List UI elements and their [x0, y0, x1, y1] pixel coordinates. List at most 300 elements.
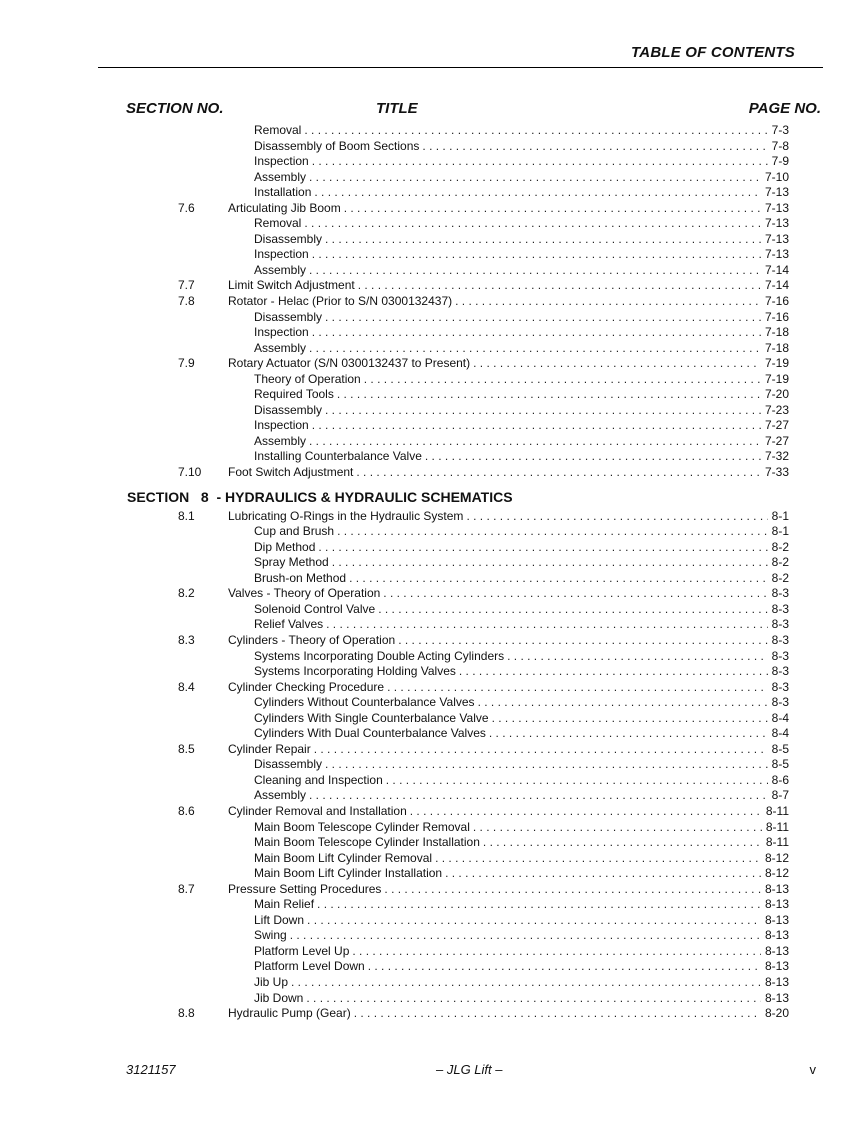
- toc-entry[interactable]: [0, 310, 866, 326]
- toc-entry[interactable]: [0, 170, 866, 186]
- toc-entry-page: 7-14: [764, 278, 789, 293]
- toc-entry-title: Rotary Actuator (S/N 0300132437 to Present): [228, 356, 473, 372]
- toc-entry-page: 7-19: [764, 371, 789, 386]
- toc-entry-title: Disassembly of Boom Sections: [254, 139, 422, 155]
- toc-entry-line: [254, 788, 768, 804]
- toc-entry-page: 8-13: [764, 959, 789, 974]
- toc-entry[interactable]: [0, 449, 866, 465]
- toc-entry-line: [228, 356, 761, 372]
- toc-entry-line: [254, 726, 768, 742]
- dot-leader: [368, 959, 761, 975]
- toc-entry-line: [228, 294, 761, 310]
- toc-entry[interactable]: [0, 540, 866, 556]
- dot-leader: [384, 882, 761, 898]
- toc-entry-page: 7-19: [764, 356, 789, 371]
- toc-entry-number: 8.4: [178, 679, 195, 694]
- dot-leader: [304, 216, 761, 232]
- toc-entry-line: [254, 959, 761, 975]
- toc-entry-line: [254, 913, 761, 929]
- toc-entry-title: Relief Valves: [254, 617, 326, 633]
- dot-leader: [325, 757, 768, 773]
- toc-entry-title: Limit Switch Adjustment: [228, 278, 358, 294]
- toc-entry-page: 8-1: [771, 508, 789, 523]
- toc-entry-title: Jib Down: [254, 991, 306, 1007]
- toc-entry-title: Cylinder Removal and Installation: [228, 804, 410, 820]
- toc-entry-page: 7-13: [764, 216, 789, 231]
- toc-entry-line: [254, 123, 768, 139]
- toc-entry-page: 7-23: [764, 402, 789, 417]
- toc-entry-page: 8-3: [771, 601, 789, 616]
- toc-entry-title: Main Boom Telescope Cylinder Installation: [254, 835, 483, 851]
- toc-entry-title: Swing: [254, 928, 290, 944]
- toc-entry-line: [254, 851, 761, 867]
- toc-entry-title: Cylinder Checking Procedure: [228, 680, 387, 696]
- dot-leader: [445, 866, 761, 882]
- dot-leader: [435, 851, 761, 867]
- toc-entry-page: 7-16: [764, 309, 789, 324]
- toc-entry-title: Systems Incorporating Holding Valves: [254, 664, 459, 680]
- toc-entry-page: 8-20: [764, 1006, 789, 1021]
- toc-entry-line: [254, 403, 761, 419]
- toc-entry-page: 8-13: [764, 912, 789, 927]
- toc-entry-title: Assembly: [254, 788, 309, 804]
- toc-entry[interactable]: [0, 820, 866, 836]
- dot-leader: [473, 356, 761, 372]
- dot-leader: [312, 247, 761, 263]
- toc-entry[interactable]: [0, 742, 866, 758]
- toc-entry-page: 8-1: [771, 524, 789, 539]
- toc-entry-line: [254, 540, 768, 556]
- toc-entry-title: Removal: [254, 123, 304, 139]
- toc-entry-page: 7-9: [771, 154, 789, 169]
- toc-entry-line: [254, 170, 761, 186]
- toc-entry-page: 8-11: [765, 803, 789, 818]
- toc-entry-title: Platform Level Up: [254, 944, 352, 960]
- toc-entry-line: [228, 586, 768, 602]
- footer-doc-number: 3121157: [126, 1062, 176, 1077]
- toc-entry-line: [254, 341, 761, 357]
- toc-entry[interactable]: [0, 372, 866, 388]
- toc-entry-line: [254, 310, 761, 326]
- toc-entry-title: Assembly: [254, 170, 309, 186]
- toc-entry[interactable]: [0, 664, 866, 680]
- toc-entry-page: 8-13: [764, 928, 789, 943]
- toc-entry-line: [254, 154, 768, 170]
- toc-entry-page: 8-13: [764, 990, 789, 1005]
- toc-entry[interactable]: [0, 434, 866, 450]
- dot-leader: [309, 788, 768, 804]
- toc-entry-line: [228, 633, 768, 649]
- toc-entry[interactable]: [0, 201, 866, 217]
- toc-entry-page: 8-3: [771, 679, 789, 694]
- toc-entry-title: Platform Level Down: [254, 959, 368, 975]
- toc-entry-line: [254, 524, 768, 540]
- toc-entry-title: Theory of Operation: [254, 372, 364, 388]
- toc-entry-line: [254, 418, 761, 434]
- toc-entry-line: [254, 944, 761, 960]
- dot-leader: [307, 913, 761, 929]
- toc-entry-title: Main Boom Lift Cylinder Installation: [254, 866, 445, 882]
- dot-leader: [364, 372, 761, 388]
- toc-entry[interactable]: [0, 139, 866, 155]
- dot-leader: [492, 711, 768, 727]
- dot-leader: [398, 633, 768, 649]
- toc-entry-line: [228, 278, 761, 294]
- toc-entry-title: Disassembly: [254, 757, 325, 773]
- toc-entry-number: 7.6: [178, 200, 195, 215]
- toc-entry-title: Inspection: [254, 418, 312, 434]
- toc-entry-line: [254, 449, 761, 465]
- dot-leader: [291, 975, 761, 991]
- toc-entry[interactable]: [0, 788, 866, 804]
- dot-leader: [309, 434, 761, 450]
- toc-entry-line: [254, 649, 768, 665]
- toc-entry-title: Assembly: [254, 263, 309, 279]
- footer-page-number: v: [809, 1062, 816, 1077]
- toc-entry-page: 8-3: [771, 648, 789, 663]
- toc-entry-page: 8-11: [765, 819, 789, 834]
- toc-entry-page: 8-5: [771, 757, 789, 772]
- toc-entry-title: Dip Method: [254, 540, 318, 556]
- toc-entry-title: Inspection: [254, 154, 312, 170]
- toc-entry-title: Hydraulic Pump (Gear): [228, 1006, 354, 1022]
- dot-leader: [489, 726, 768, 742]
- toc-entry-page: 8-3: [771, 586, 789, 601]
- toc-entry-page: 8-11: [765, 835, 789, 850]
- toc-entry-line: [254, 434, 761, 450]
- dot-leader: [387, 680, 768, 696]
- toc-entry-line: [254, 897, 761, 913]
- toc-entry-number: 8.2: [178, 586, 195, 601]
- toc-entry-page: 7-13: [764, 200, 789, 215]
- toc-entry[interactable]: [0, 959, 866, 975]
- toc-entry[interactable]: [0, 341, 866, 357]
- toc-entry-page: 8-2: [771, 570, 789, 585]
- toc-entry-title: Foot Switch Adjustment: [228, 465, 356, 481]
- toc-entry-title: Valves - Theory of Operation: [228, 586, 383, 602]
- toc-entry-title: Disassembly: [254, 232, 325, 248]
- toc-entry-title: Assembly: [254, 434, 309, 450]
- toc-entry-number: 7.7: [178, 278, 195, 293]
- dot-leader: [383, 586, 768, 602]
- toc-entry[interactable]: [0, 387, 866, 403]
- column-header-section: SECTION NO.: [126, 100, 224, 117]
- toc-entry[interactable]: [0, 555, 866, 571]
- toc-entry-title: Jib Up: [254, 975, 291, 991]
- dot-leader: [337, 524, 768, 540]
- toc-entry[interactable]: [0, 403, 866, 419]
- toc-entry-page: 7-8: [771, 138, 789, 153]
- toc-entry[interactable]: [0, 633, 866, 649]
- toc-entry-number: 7.8: [178, 294, 195, 309]
- toc-entry[interactable]: [0, 944, 866, 960]
- footer-publisher: – JLG Lift –: [436, 1062, 503, 1077]
- toc-entry-line: [254, 928, 761, 944]
- toc-entry[interactable]: [0, 975, 866, 991]
- toc-entry-page: 8-3: [771, 632, 789, 647]
- toc-entry-line: [254, 372, 761, 388]
- dot-leader: [314, 742, 768, 758]
- toc-entry-line: [254, 820, 762, 836]
- toc-entry[interactable]: [0, 928, 866, 944]
- toc-entry-line: [228, 742, 768, 758]
- toc-entry-page: 8-2: [771, 539, 789, 554]
- toc-entry-page: 7-13: [764, 231, 789, 246]
- toc-entry-title: Cylinders With Dual Counterbalance Valves: [254, 726, 489, 742]
- toc-entry[interactable]: [0, 866, 866, 882]
- toc-entry-title: Installing Counterbalance Valve: [254, 449, 425, 465]
- toc-entry[interactable]: [0, 757, 866, 773]
- dot-leader: [349, 571, 768, 587]
- toc-entry-number: 8.6: [178, 803, 195, 818]
- toc-entry-number: 7.10: [178, 465, 202, 480]
- dot-leader: [507, 649, 768, 665]
- dot-leader: [459, 664, 768, 680]
- dot-leader: [314, 185, 761, 201]
- toc-entry-page: 7-20: [764, 387, 789, 402]
- toc-entry-line: [254, 975, 761, 991]
- toc-entry-line: [254, 216, 761, 232]
- toc-entry-page: 7-27: [764, 433, 789, 448]
- toc-entry-line: [254, 617, 768, 633]
- toc-entry-title: Lubricating O-Rings in the Hydraulic System: [228, 509, 466, 525]
- toc-entry-line: [254, 387, 761, 403]
- toc-entry-title: Required Tools: [254, 387, 337, 403]
- toc-entry-line: [254, 555, 768, 571]
- toc-entry[interactable]: [0, 695, 866, 711]
- toc-entry-title: Brush-on Method: [254, 571, 349, 587]
- toc-entry-line: [254, 664, 768, 680]
- toc-entry[interactable]: [0, 247, 866, 263]
- toc-entry-line: [254, 602, 768, 618]
- toc-entry-title: Articulating Jib Boom: [228, 201, 344, 217]
- toc-entry-page: 8-3: [771, 695, 789, 710]
- toc-entry[interactable]: [0, 232, 866, 248]
- toc-entry-page: 8-13: [764, 943, 789, 958]
- toc-entry-title: Disassembly: [254, 403, 325, 419]
- dot-leader: [354, 1006, 761, 1022]
- toc-entry[interactable]: [0, 325, 866, 341]
- toc-entry-page: 8-13: [764, 974, 789, 989]
- dot-leader: [356, 465, 761, 481]
- toc-entry-line: [254, 232, 761, 248]
- toc-entry-line: [228, 680, 768, 696]
- toc-entry[interactable]: [0, 882, 866, 898]
- toc-entry-page: 8-4: [771, 726, 789, 741]
- toc-entry[interactable]: [0, 263, 866, 279]
- toc-entry-title: Inspection: [254, 325, 312, 341]
- toc-entry-page: 7-16: [764, 294, 789, 309]
- toc-entry-title: Assembly: [254, 341, 309, 357]
- toc-entry-title: Cylinder Repair: [228, 742, 314, 758]
- dot-leader: [306, 991, 761, 1007]
- toc-entry[interactable]: [0, 123, 866, 139]
- toc-entry[interactable]: [0, 356, 866, 372]
- toc-entry-title: Systems Incorporating Double Acting Cylinders: [254, 649, 507, 665]
- dot-leader: [386, 773, 768, 789]
- toc-entry-line: [254, 247, 761, 263]
- toc-entry-number: 7.9: [178, 356, 195, 371]
- toc-entry-title: Solenoid Control Valve: [254, 602, 378, 618]
- toc-entry-line: [228, 201, 761, 217]
- dot-leader: [473, 820, 762, 836]
- toc-entry[interactable]: [0, 586, 866, 602]
- toc-entry[interactable]: [0, 154, 866, 170]
- toc-entry-title: Lift Down: [254, 913, 307, 929]
- toc-entry-line: [254, 571, 768, 587]
- toc-entry-number: 8.7: [178, 881, 195, 896]
- toc-entry[interactable]: [0, 602, 866, 618]
- toc-entry-page: 8-2: [771, 555, 789, 570]
- toc-entry-page: 7-3: [771, 123, 789, 137]
- dot-leader: [478, 695, 768, 711]
- toc-entry-page: 8-13: [764, 897, 789, 912]
- toc-entry[interactable]: [0, 804, 866, 820]
- toc-entry[interactable]: [0, 617, 866, 633]
- toc-entry-title: Cylinders Without Counterbalance Valves: [254, 695, 478, 711]
- dot-leader: [358, 278, 761, 294]
- toc-entry[interactable]: [0, 1006, 866, 1022]
- dot-leader: [483, 835, 762, 851]
- toc-entry-page: 7-13: [764, 185, 789, 200]
- toc-entry-title: Cylinders With Single Counterbalance Valve: [254, 711, 492, 727]
- toc-entry-title: Removal: [254, 216, 304, 232]
- column-header-title: TITLE: [376, 100, 418, 117]
- toc-entry-line: [254, 695, 768, 711]
- toc-entry-page: 8-12: [764, 850, 789, 865]
- dot-leader: [455, 294, 761, 310]
- toc-entry-page: 7-18: [764, 340, 789, 355]
- toc-entry-line: [254, 757, 768, 773]
- toc-entry[interactable]: [0, 913, 866, 929]
- dot-leader: [317, 897, 761, 913]
- dot-leader: [425, 449, 761, 465]
- dot-leader: [352, 944, 761, 960]
- toc-entry-line: [254, 835, 762, 851]
- toc-entry-title: Disassembly: [254, 310, 325, 326]
- section-heading: [0, 485, 866, 509]
- toc-entry-title: Cup and Brush: [254, 524, 337, 540]
- toc-entry[interactable]: [0, 680, 866, 696]
- dot-leader: [312, 418, 761, 434]
- toc-entry-line: [228, 804, 762, 820]
- toc-entry[interactable]: [0, 726, 866, 742]
- toc-entry[interactable]: [0, 418, 866, 434]
- dot-leader: [318, 540, 768, 556]
- toc-entry-page: 8-6: [771, 772, 789, 787]
- toc-entry[interactable]: [0, 835, 866, 851]
- toc-entry-page: 8-3: [771, 617, 789, 632]
- toc-entry-title: Main Boom Lift Cylinder Removal: [254, 851, 435, 867]
- dot-leader: [466, 509, 768, 525]
- toc-entry[interactable]: [0, 524, 866, 540]
- toc-entry-page: 8-7: [771, 788, 789, 803]
- toc-entry-title: Main Relief: [254, 897, 317, 913]
- toc-entry-page: 7-32: [764, 449, 789, 464]
- dot-leader: [422, 139, 768, 155]
- dot-leader: [325, 310, 761, 326]
- page-header-title: TABLE OF CONTENTS: [631, 44, 795, 61]
- toc-entry-page: 7-10: [764, 169, 789, 184]
- toc-entry-page: 7-18: [764, 325, 789, 340]
- toc-entry[interactable]: [0, 278, 866, 294]
- dot-leader: [312, 154, 768, 170]
- toc-entry-number: 8.5: [178, 741, 195, 756]
- dot-leader: [309, 341, 761, 357]
- toc-entry-line: [254, 711, 768, 727]
- toc-entry[interactable]: [0, 773, 866, 789]
- toc-entry[interactable]: [0, 897, 866, 913]
- toc-list: [0, 123, 866, 1022]
- toc-entry-title: Cylinders - Theory of Operation: [228, 633, 398, 649]
- toc-entry[interactable]: [0, 294, 866, 310]
- toc-entry-title: Spray Method: [254, 555, 332, 571]
- toc-entry-title: Inspection: [254, 247, 312, 263]
- toc-entry[interactable]: [0, 851, 866, 867]
- dot-leader: [326, 617, 768, 633]
- toc-entry[interactable]: [0, 571, 866, 587]
- toc-entry-line: [254, 263, 761, 279]
- dot-leader: [290, 928, 761, 944]
- header-divider: [98, 67, 823, 68]
- dot-leader: [410, 804, 762, 820]
- toc-entry[interactable]: [0, 649, 866, 665]
- toc-entry-line: [254, 773, 768, 789]
- column-header-page: PAGE NO.: [748, 100, 821, 117]
- dot-leader: [325, 232, 761, 248]
- dot-leader: [304, 123, 768, 139]
- toc-entry[interactable]: [0, 509, 866, 525]
- toc-entry-line: [254, 991, 761, 1007]
- toc-entry-title: Pressure Setting Procedures: [228, 882, 384, 898]
- toc-entry-line: [254, 185, 761, 201]
- toc-entry-number: 8.8: [178, 1006, 195, 1021]
- toc-entry[interactable]: [0, 185, 866, 201]
- toc-entry[interactable]: [0, 465, 866, 481]
- section-heading-label: SECTION 8 - HYDRAULICS & HYDRAULIC SCHEMATICS: [127, 488, 513, 505]
- toc-entry-page: 8-3: [771, 664, 789, 679]
- toc-entry-page: 8-13: [764, 881, 789, 896]
- toc-entry[interactable]: [0, 711, 866, 727]
- dot-leader: [344, 201, 761, 217]
- toc-entry-page: 7-13: [764, 247, 789, 262]
- toc-entry[interactable]: [0, 991, 866, 1007]
- dot-leader: [337, 387, 761, 403]
- toc-entry-line: [254, 325, 761, 341]
- dot-leader: [325, 403, 761, 419]
- dot-leader: [378, 602, 768, 618]
- toc-entry-title: Installation: [254, 185, 314, 201]
- toc-entry-line: [228, 1006, 761, 1022]
- toc-entry-line: [228, 509, 768, 525]
- dot-leader: [332, 555, 768, 571]
- toc-entry-line: [254, 866, 761, 882]
- toc-entry-title: Main Boom Telescope Cylinder Removal: [254, 820, 473, 836]
- toc-entry-page: 8-5: [771, 741, 789, 756]
- toc-entry-line: [228, 882, 761, 898]
- toc-entry-number: 8.1: [178, 508, 195, 523]
- dot-leader: [309, 263, 761, 279]
- toc-entry-page: 8-12: [764, 866, 789, 881]
- dot-leader: [312, 325, 761, 341]
- dot-leader: [309, 170, 761, 186]
- toc-entry-page: 7-33: [764, 465, 789, 480]
- toc-entry-title: Rotator - Helac (Prior to S/N 0300132437): [228, 294, 455, 310]
- toc-entry[interactable]: [0, 216, 866, 232]
- toc-entry-page: 7-27: [764, 418, 789, 433]
- toc-entry-number: 8.3: [178, 632, 195, 647]
- toc-entry-line: [228, 465, 761, 481]
